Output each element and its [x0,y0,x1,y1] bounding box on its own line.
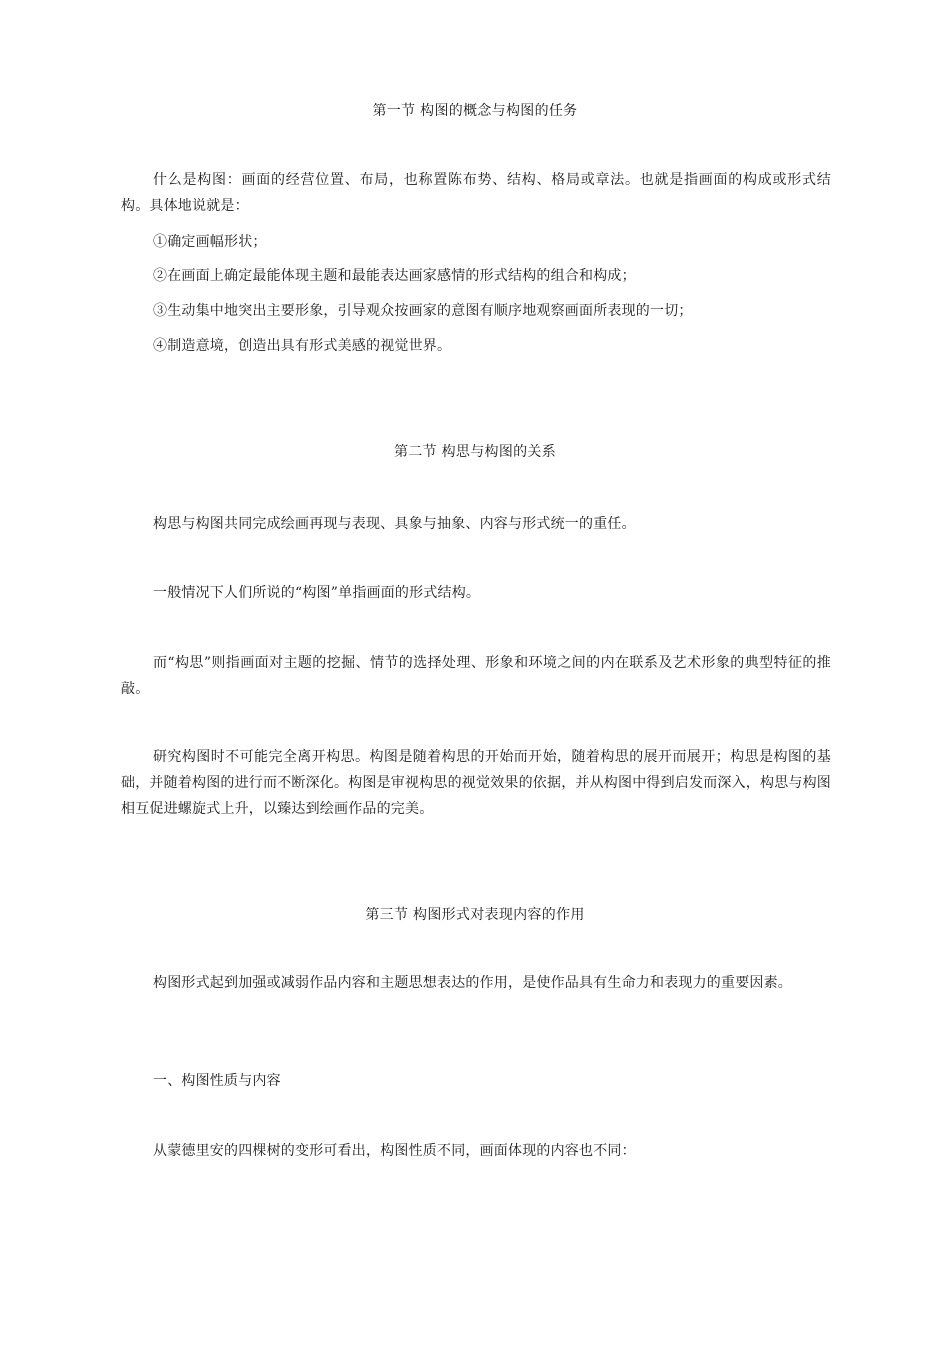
section-2-paragraph-1: 构思与构图共同完成绘画再现与表现、具象与抽象、内容与形式统一的重任。 [153,516,636,532]
section-1-item-2: ②在画面上确定最能体现主题和最能表达画家感情的形式结构的组合和构成； [153,268,636,284]
section-1-intro: 什么是构图：画面的经营位置、布局，也称置陈布势、结构、格局或章法。也就是指画面的构成或形式结构。具体地说就是： [121,172,831,214]
section-2-paragraph-4: 研究构图时不可能完全离开构思。构图是随着构思的开始而开始，随着构思的展开而展开；构思是构图的基础，并随着构图的进行而不断深化。构图是审视构思的视觉效果的依据，并从构图中得到启发而深入，构思与构图相互促进螺旋式上升，以臻达到绘画作品的完美。 [121,749,831,817]
section-3-paragraph-1: 构图形式起到加强或减弱作品内容和主题思想表达的作用，是使作品具有生命力和表现力的重要因素。 [153,975,792,991]
section-1-item-1: ①确定画幅形状； [153,234,267,250]
section-2-paragraph-2: 一般情况下人们所说的“构图”单指画面的形式结构。 [153,585,481,601]
section-2-title: 第二节 构思与构图的关系 [393,444,557,460]
section-1-item-3: ③生动集中地突出主要形象，引导观众按画家的意图有顺序地观察画面所表现的一切； [153,303,693,319]
section-3-subheading-1: 一、构图性质与内容 [153,1073,281,1089]
section-1-item-4: ④制造意境，创造出具有形式美感的视觉世界。 [153,338,452,354]
section-2-paragraph-3: 而“构思”则指画面对主题的挖掘、情节的选择处理、形象和环境之间的内在联系及艺术形象的典型特征的推敲。 [121,655,831,697]
section-3-paragraph-2: 从蒙德里安的四棵树的变形可看出，构图性质不同，画面体现的内容也不同： [153,1143,636,1159]
section-1-title: 第一节 构图的概念与构图的任务 [372,103,578,119]
section-3-title: 第三节 构图形式对表现内容的作用 [365,907,585,923]
